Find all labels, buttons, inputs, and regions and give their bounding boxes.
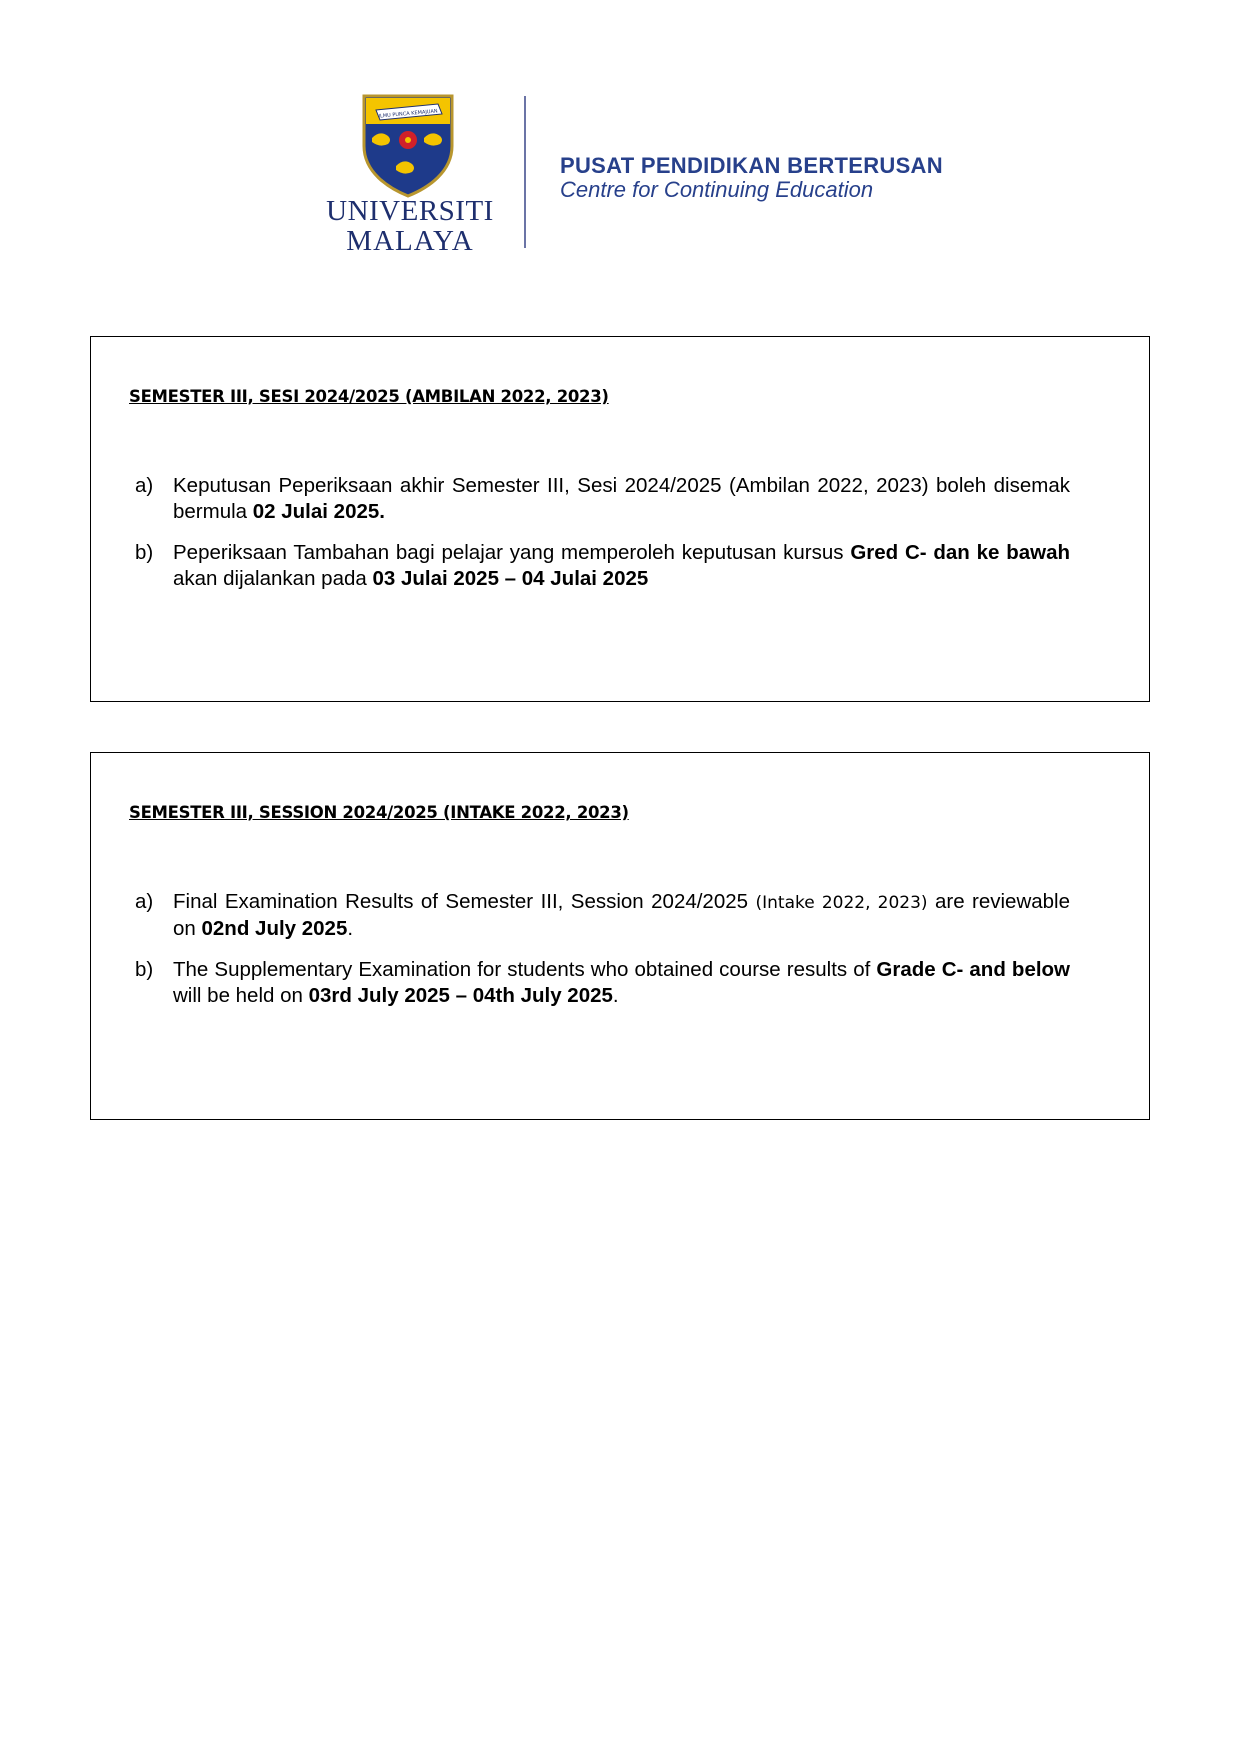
- item-intake-note: (Intake 2022, 2023): [755, 893, 928, 913]
- list-item: [135, 957, 1070, 1009]
- letterhead-divider: [524, 96, 526, 248]
- notice-list-malay: [135, 473, 1070, 607]
- svg-text:ILMU PUNCA KEMAJUAN: ILMU PUNCA KEMAJUAN: [378, 108, 438, 120]
- university-name-line2: MALAYA: [346, 225, 474, 257]
- centre-name-malay: PUSAT PENDIDIKAN BERTERUSAN: [560, 153, 943, 178]
- item-text: The Supplementary Examination for students who obtained course results of: [173, 958, 877, 981]
- item-text: will be held on: [173, 984, 309, 1007]
- list-item: [135, 540, 1070, 592]
- centre-name: [560, 154, 943, 202]
- item-text: akan dijalankan pada: [173, 567, 373, 590]
- list-marker: a): [135, 890, 154, 913]
- item-date: 02nd July 2025: [201, 917, 348, 940]
- centre-name-english: Centre for Continuing Education: [560, 177, 874, 202]
- notice-list-english: [135, 889, 1070, 1024]
- university-name: [300, 196, 520, 256]
- item-text: Final Examination Results of Semester III, Session 2024/2025: [173, 890, 756, 913]
- university-crest-icon: [362, 94, 454, 198]
- notice-heading-english: SEMESTER III, SESSION 2024/2025 (INTAKE 2022, 2023): [129, 803, 629, 822]
- list-item: [135, 889, 1070, 942]
- list-item: [135, 473, 1070, 525]
- item-text: Peperiksaan Tambahan bagi pelajar yang memperoleh keputusan kursus: [173, 541, 851, 564]
- item-date: 03rd July 2025 – 04th July 2025: [308, 984, 613, 1007]
- university-name-line1: UNIVERSITI: [326, 195, 494, 227]
- item-date: 03 Julai 2025 – 04 Julai 2025: [372, 567, 649, 590]
- list-marker: a): [135, 474, 154, 497]
- item-date: 02 Julai 2025.: [252, 500, 385, 523]
- notice-heading-malay: SEMESTER III, SESI 2024/2025 (AMBILAN 2022, 2023): [129, 387, 609, 406]
- item-text: are reviewable on: [173, 890, 1071, 940]
- item-grade: Gred C- dan ke bawah: [850, 541, 1070, 564]
- letterhead: [0, 0, 1241, 260]
- item-text: .: [612, 984, 619, 1007]
- item-text: .: [347, 917, 354, 940]
- notice-box-malay: [90, 336, 1150, 702]
- list-marker: b): [135, 958, 154, 981]
- item-grade: Grade C- and below: [876, 958, 1071, 981]
- list-marker: b): [135, 541, 154, 564]
- notice-box-english: [90, 752, 1150, 1120]
- item-text: Keputusan Peperiksaan akhir Semester III, Sesi 2024/2025 (Ambilan 2022, 2023) boleh disemak bermula: [173, 474, 1070, 523]
